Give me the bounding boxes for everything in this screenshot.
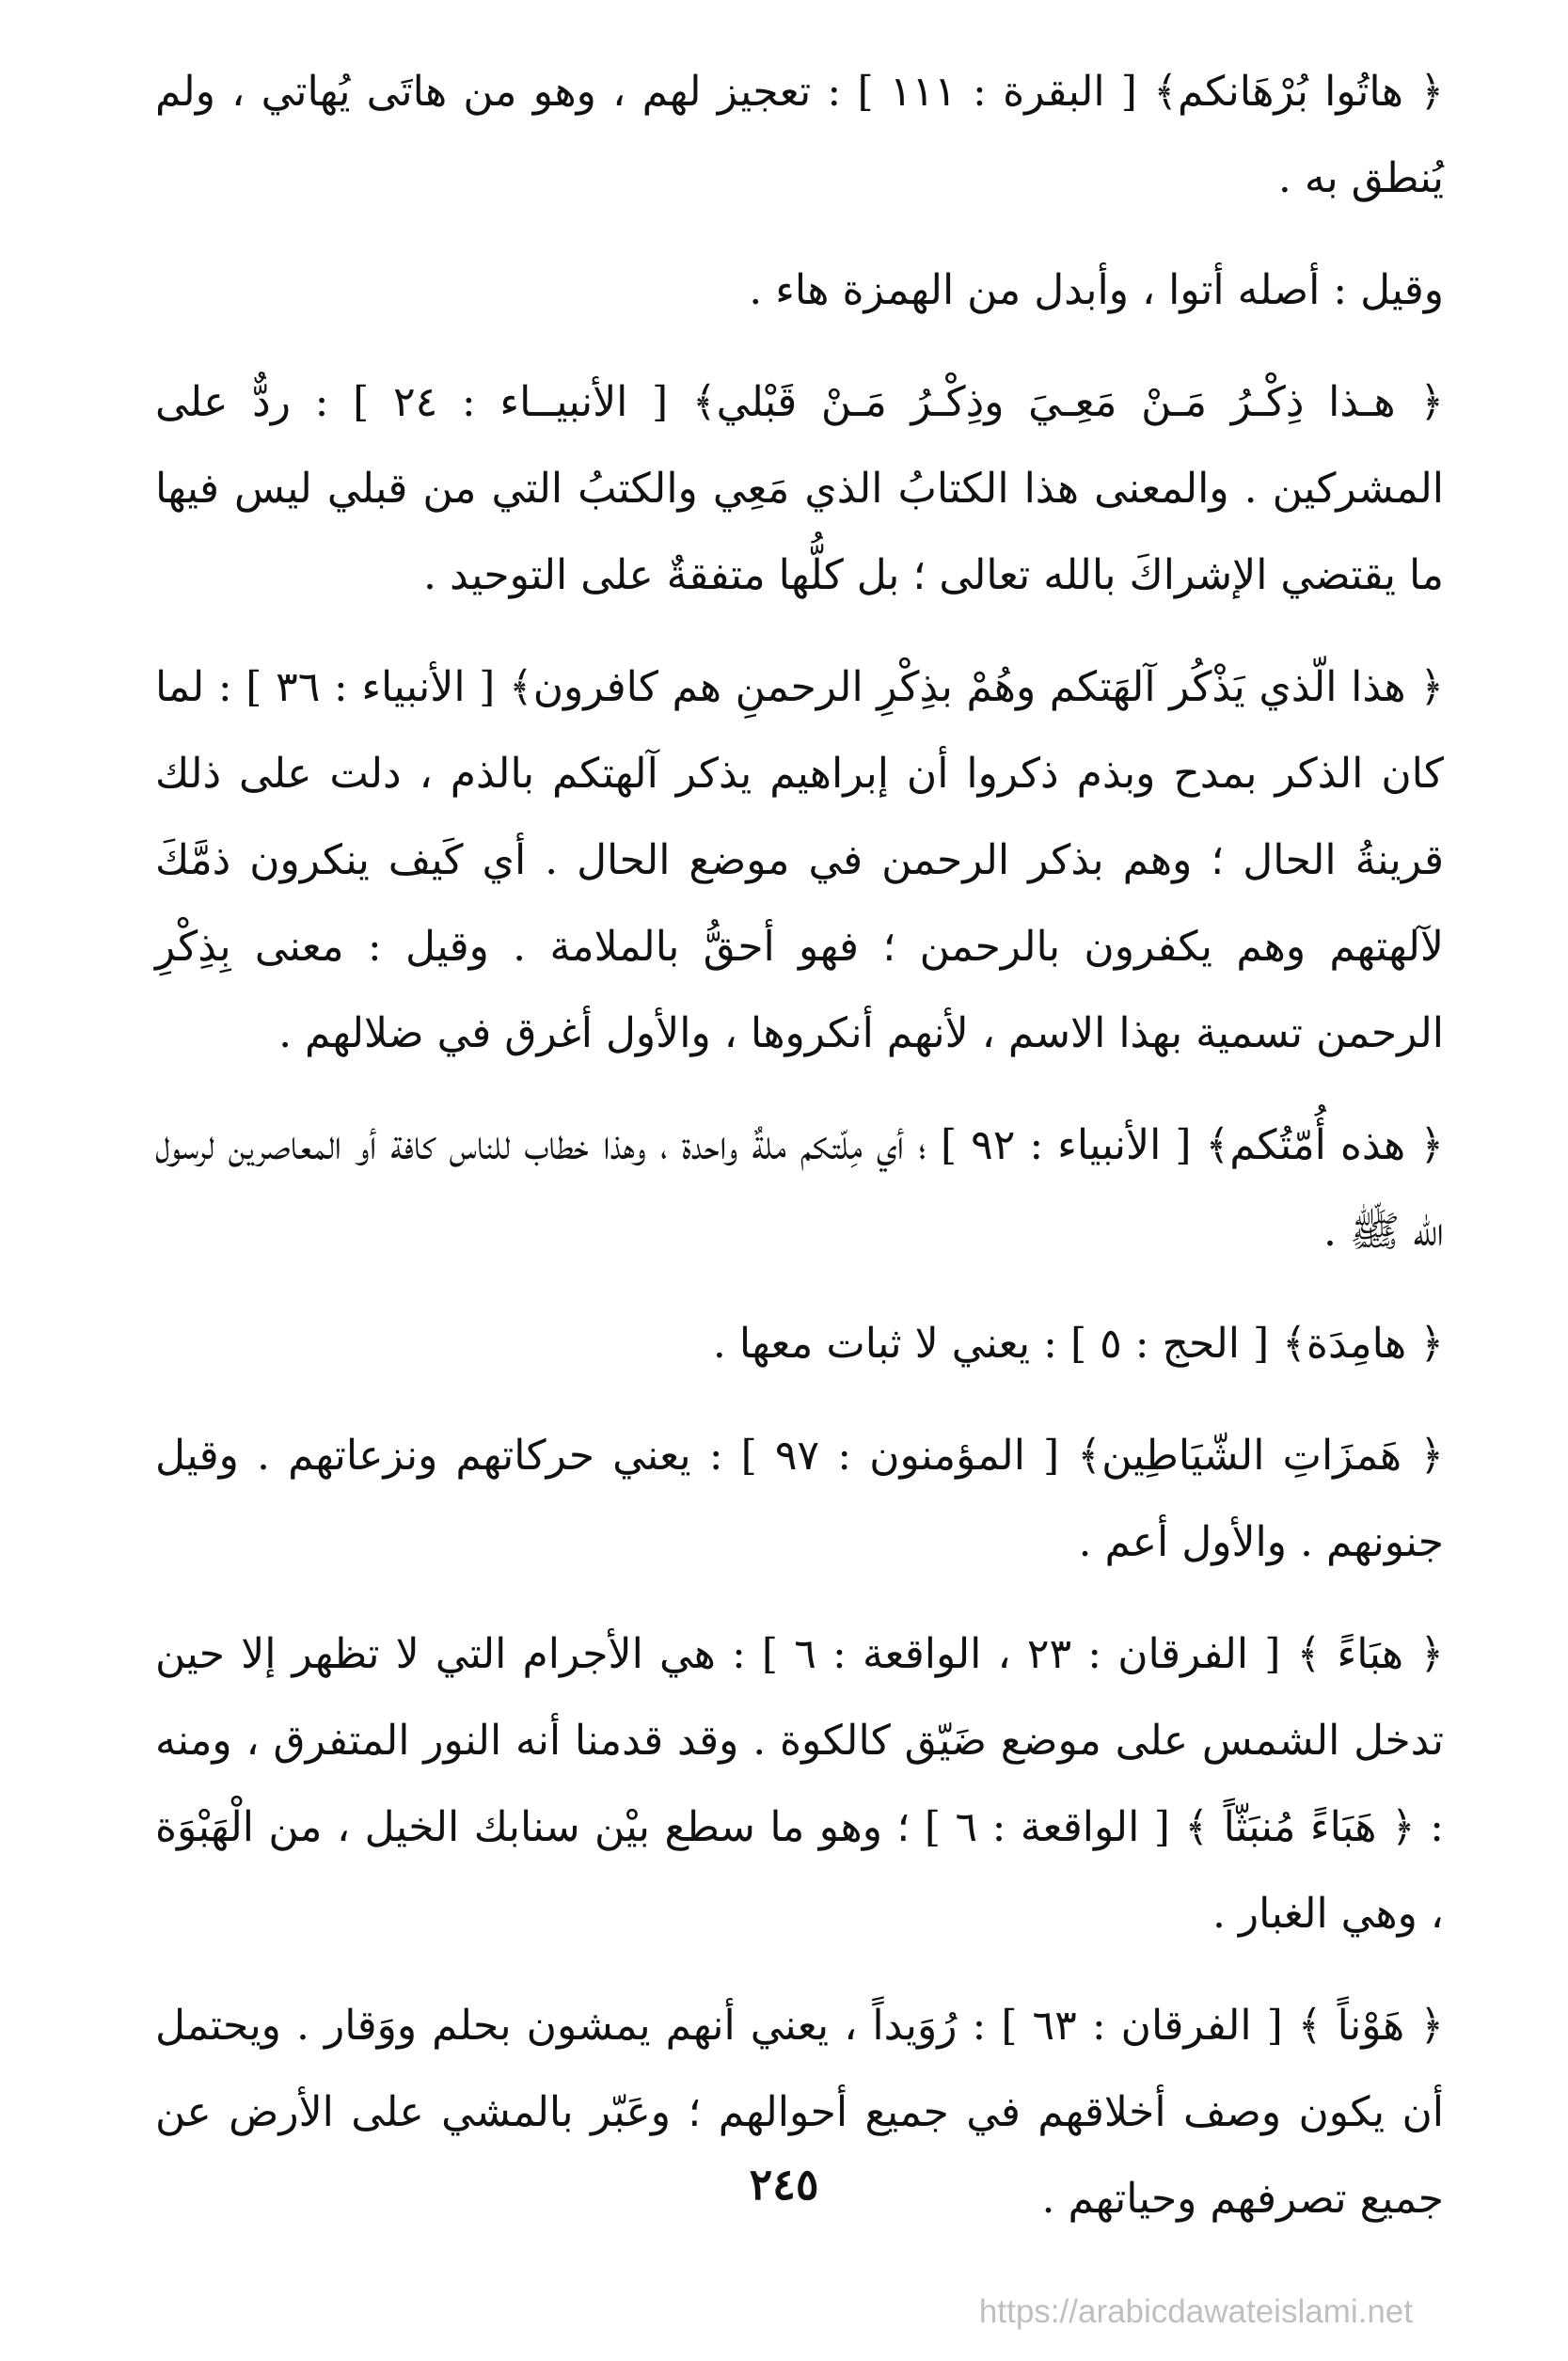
paragraph-5: ﴿ هذه أُمّتُكم﴾ [ الأنبياء : ٩٢ ] ؛ أي مِلّتكم ملةٌ واحدة ، وهذا خطاب للناس كافة أو المعاصرين لرسول الله ﷺ . [155,1121,1444,1256]
page-number: ٢٤٥ [749,2159,819,2210]
paragraph-2: وقيل : أصله أتوا ، وأبدل من الهمزة هاء . [749,266,1444,314]
paragraph-4: ﴿ هذا الّذي يَذْكُر آلهَتكم وهُمْ بذِكْرِ الرحمنِ هم كافرون﴾ [ الأنبياء : ٣٦ ] : لما كان الذكر بمدح وبذم ذكروا أن إبراهيم يذكر آلهتكم بالذم ، دلت على ذلك قرينةُ الحال ؛ وهم بذكر الرحمن في موضع الحال . أي كَيف ينكرون ذمَّكَ لآلهتهم وهم يكفرون بالرحمن ؛ فهو أحقُّ بالملامة . وقيل : معنى بِذِكْرِ الرحمن تسمية بهذا الاسم ، لأنهم أنكروها ، والأول أغرق في ضلالهم . [155,663,1445,1057]
paragraph-3: ﴿ هـذا ذِكْـرُ مَـنْ مَعِـيَ وذِكْـرُ مَـنْ قَبْلي﴾ [ الأنبيــاء : ٢٤ ] : ردٌّ على المشركين . والمعنى هذا الكتابُ الذي مَعِي والكتبُ التي من قبلي ليس فيها ما يقتضي الإشراكَ بالله تعالى ؛ بل كلُّها متفقةٌ على التوحيد . [155,378,1444,599]
paragraph-7: ﴿ هَمزَاتِ الشّيَاطِين﴾ [ المؤمنون : ٩٧ ] : يعني حركاتهم ونزعاتهم . وقيل جنونهم . والأول أعم . [155,1432,1444,1566]
page-body [155,49,1444,2268]
paragraph-8: ﴿ هبَاءً ﴾ [ الفرقان : ٢٣ ، الواقعة : ٦ ] : هي الأجرام التي لا تظهر إلا حين تدخل الشمس على موضع ضَيّق كالكوة . وقد قدمنا أنه النور المتفرق ، ومنه : ﴿ هَبَاءً مُنبَثّاً ﴾ [ الواقعة : ٦ ] ؛ وهو ما سطع بيْن سنابك الخيل ، من الْهَبْوَة ، وهي الغبار . [155,1630,1445,1938]
paragraph-1: ﴿ هاتُوا بُرْهَانكم﴾ [ البقرة : ١١١ ] : تعجيز لهم ، وهو من هاتَى يُهاتي ، ولم يُنطق به . [155,68,1444,202]
watermark-url: https://arabicdawateislami.net [978,2293,1413,2330]
paragraph-6: ﴿ هامِدَة﴾ [ الحج : ٥ ] : يعني لا ثبات معها . [712,1320,1444,1368]
paragraph-9: ﴿ هَوْناً ﴾ [ الفرقان : ٦٣ ] : رُوَيداً ، يعني أنهم يمشون بحلم ووَقار . ويحتمل أن يكون وصف أخلاقهم في جميع أحوالهم ؛ وعَبّر بالمشي على الأرض عن جميع تصرفهم وحياتهم . [155,2002,1444,2223]
